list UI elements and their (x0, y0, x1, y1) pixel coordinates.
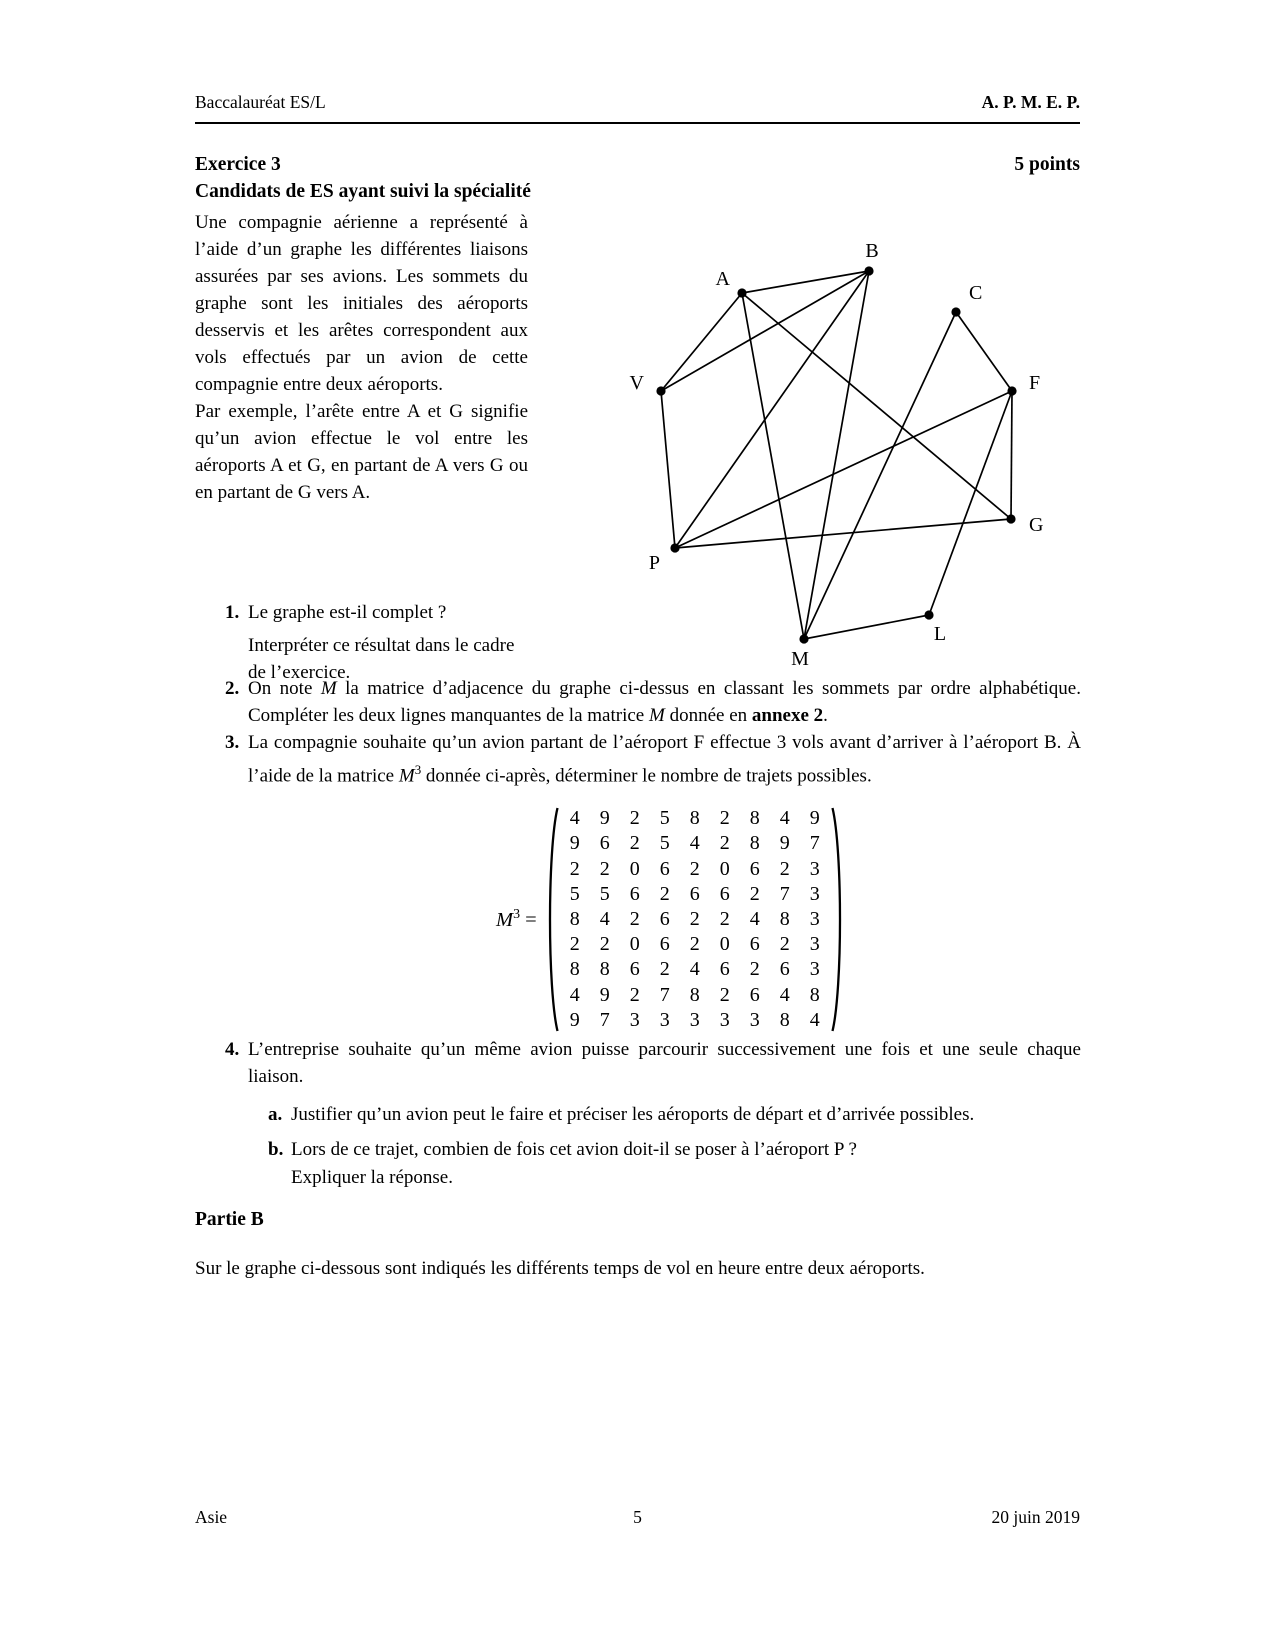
matrix-label: $M^3$ = (496, 907, 537, 931)
question-4a (268, 1101, 1081, 1128)
question-3-text: La compagnie souhaite qu’un avion partant de l’aéroport F effectue 3 vols avant d’arriver à l’aéroport B. À l’aide de la matrice $M^3$ donnée ci-après, déterminer le nombre de trajets possibles. (248, 732, 1081, 787)
graph-node-A (737, 288, 746, 297)
matrix-paren-left (544, 805, 560, 1034)
matrix-cell-r1c6: 2 (719, 807, 730, 830)
matrix-cell-r4c9: 3 (809, 882, 820, 905)
matrix-cell-r2c5: 4 (689, 832, 700, 855)
matrix-cell-r6c2: 2 (599, 933, 610, 956)
matrix-cell-r9c3: 3 (629, 1008, 640, 1031)
intro-column (195, 209, 528, 506)
exercise-title-line (195, 154, 1080, 176)
graph-edge-C-M (804, 312, 956, 639)
graph-node-F (1007, 386, 1016, 395)
graph-node-label-F: F (1029, 372, 1041, 394)
graph-node-label-M: M (791, 648, 809, 670)
matrix-cell-r9c6: 3 (719, 1008, 730, 1031)
matrix-cell-r3c6: 0 (719, 857, 730, 880)
matrix-cell-r9c7: 3 (749, 1008, 760, 1031)
matrix-cell-r5c6: 2 (719, 908, 730, 930)
question-1 (225, 599, 525, 686)
matrix-cell-r7c7: 2 (749, 958, 760, 981)
matrix-cell-r7c6: 6 (719, 958, 730, 981)
question-2-text: On note M la matrice d’adjacence du graphe ci-dessus en classant les sommets par ordre alphabétique. Compléter les deux lignes manquantes de la matrice M donnée en annexe 2. (248, 678, 1081, 726)
graph-node-B (864, 266, 873, 275)
question-4b-line2: Expliquer la réponse. (291, 1167, 453, 1188)
matrix-cell-r2c9: 7 (809, 832, 820, 855)
matrix-cell-r2c4: 5 (659, 832, 670, 855)
matrix-paren-right (830, 805, 846, 1034)
graph-node-label-B: B (865, 240, 879, 262)
matrix-cell-r8c8: 4 (779, 983, 790, 1006)
matrix-cell-r5c5: 2 (689, 908, 700, 930)
header-rule (195, 122, 1080, 124)
matrix-cell-r2c6: 2 (719, 832, 730, 855)
graph-edge-F-G (1011, 391, 1012, 519)
graph-edge-P-V (661, 391, 675, 548)
question-1-line1: Le graphe est-il complet ? (248, 602, 447, 623)
graph-node-label-V: V (629, 372, 644, 394)
matrix-cell-r4c6: 6 (719, 882, 730, 905)
matrix-cell-r2c3: 2 (629, 832, 640, 855)
exercise-subtitle: Candidats de ES ayant suivi la spécialité (195, 181, 531, 202)
matrix-cell-r1c3: 2 (629, 807, 640, 830)
matrix-cell-r1c2: 9 (599, 807, 610, 830)
matrix-grid (560, 806, 830, 1033)
matrix-cell-r4c5: 6 (689, 882, 700, 905)
graph-edge-A-M (742, 293, 804, 639)
matrix-cell-r8c5: 8 (689, 983, 700, 1006)
matrix-cell-r2c1: 9 (569, 832, 580, 855)
graph-edge-A-V (661, 293, 742, 391)
matrix-cell-r1c1: 4 (569, 807, 580, 830)
header-organization: A. P. M. E. P. (981, 92, 1080, 112)
matrix-cell-r4c7: 2 (749, 882, 760, 905)
matrix-cell-r7c9: 3 (809, 958, 820, 981)
matrix-cell-r4c4: 2 (659, 882, 670, 905)
graph-node-V (656, 386, 665, 395)
matrix-cell-r3c9: 3 (809, 857, 820, 880)
graph-edge-G-P (675, 519, 1011, 548)
question-4-text: L’entreprise souhaite qu’un même avion puisse parcourir successivement une fois et une seule chaque liaison. (248, 1039, 1081, 1087)
question-4 (225, 1036, 1081, 1090)
matrix-cell-r1c5: 8 (689, 807, 700, 830)
matrix-cell-r8c7: 6 (749, 983, 760, 1006)
page-footer (195, 1507, 1080, 1528)
matrix-cell-r5c9: 3 (809, 908, 820, 930)
matrix-cell-r5c4: 6 (659, 908, 670, 930)
matrix-cell-r6c4: 6 (659, 933, 670, 956)
matrix-cell-r6c8: 2 (779, 933, 790, 956)
matrix-cell-r2c8: 9 (779, 832, 790, 855)
graph-node-label-L: L (933, 623, 947, 645)
matrix-cell-r6c6: 0 (719, 933, 730, 956)
matrix-cell-r5c7: 4 (749, 908, 760, 930)
matrix-cell-r2c7: 8 (749, 832, 760, 855)
matrix-cell-r5c2: 4 (599, 908, 610, 930)
question-3 (225, 729, 1081, 789)
question-4-number: 4. (225, 1039, 240, 1060)
matrix-cell-r7c4: 2 (659, 958, 670, 981)
airports-graph-figure (560, 228, 1080, 674)
matrix-cell-r4c8: 7 (779, 882, 790, 905)
graph-edge-L-M (804, 615, 929, 639)
exercise-title: Exercice 3 (195, 154, 281, 175)
matrix-cell-r8c6: 2 (719, 983, 730, 1006)
matrix-cell-r5c1: 8 (569, 908, 580, 930)
graph-node-label-G: G (1029, 514, 1044, 536)
matrix-cell-r6c9: 3 (809, 933, 820, 956)
matrix-cell-r9c9: 4 (809, 1008, 820, 1031)
matrix-cell-r3c8: 2 (779, 857, 790, 880)
graph-node-C (951, 307, 960, 316)
intro-paragraph-1: Une compagnie aérienne a représenté à l’aide d’un graphe les différentes liaisons assurées par ses avions. Les sommets du graphe sont les initiales des aéroports desservis et les arêtes correspondent aux vols effectués par un avion de cette compagnie entre deux aéroports. (195, 212, 528, 395)
graph-node-label-C: C (969, 282, 983, 304)
matrix-cell-r9c5: 3 (689, 1008, 700, 1031)
matrix-cell-r8c3: 2 (629, 983, 640, 1006)
matrix-cell-r3c7: 6 (749, 857, 760, 880)
footer-date: 20 juin 2019 (991, 1507, 1080, 1527)
matrix-cell-r7c8: 6 (779, 958, 790, 981)
question-3-number: 3. (225, 732, 240, 753)
matrix-cell-r5c3: 2 (629, 908, 640, 930)
question-4a-text: Justifier qu’un avion peut le faire et préciser les aéroports de départ et d’arrivée possibles. (291, 1104, 975, 1125)
question-4a-letter: a. (268, 1104, 283, 1125)
graph-node-label-P: P (648, 552, 660, 574)
footer-page-number: 5 (633, 1507, 642, 1527)
matrix-cell-r8c2: 9 (599, 983, 610, 1006)
intro-paragraph-2: Par exemple, l’arête entre A et G signifie qu’un avion effectue le vol entre les aéroports A et G, en partant de A vers G ou en partant de G vers A. (195, 401, 528, 503)
graph-node-P (670, 543, 679, 552)
matrix-cell-r6c3: 0 (629, 933, 640, 956)
matrix-cell-r4c1: 5 (569, 882, 580, 905)
matrix-cell-r1c8: 4 (779, 807, 790, 830)
airports-graph-svg (560, 228, 1080, 674)
matrix-cell-r4c3: 6 (629, 882, 640, 905)
matrix-m3-block (496, 805, 846, 1034)
header-document-title: Baccalauréat ES/L (195, 92, 326, 112)
matrix-cell-r9c2: 7 (599, 1008, 610, 1031)
matrix-cell-r3c3: 0 (629, 857, 640, 880)
matrix-cell-r8c9: 8 (809, 983, 820, 1006)
matrix-cell-r7c3: 6 (629, 958, 640, 981)
partie-b-heading: Partie B (195, 1209, 264, 1230)
matrix-cell-r1c9: 9 (809, 807, 820, 830)
matrix-cell-r6c1: 2 (569, 933, 580, 956)
matrix-cell-r7c2: 8 (599, 958, 610, 981)
matrix-cell-r4c2: 5 (599, 882, 610, 905)
matrix-cell-r2c2: 6 (599, 832, 610, 855)
matrix-cell-r8c1: 4 (569, 983, 580, 1006)
graph-edge-B-M (804, 271, 869, 639)
matrix-cell-r3c4: 6 (659, 857, 670, 880)
matrix-cell-r3c1: 2 (569, 857, 580, 880)
graph-node-label-A: A (715, 268, 730, 290)
question-2-number: 2. (225, 678, 240, 699)
graph-edge-A-G (742, 293, 1011, 519)
footer-location: Asie (195, 1507, 228, 1527)
matrix-cell-r5c8: 8 (779, 908, 790, 930)
matrix-cell-r9c1: 9 (569, 1008, 580, 1031)
exercise-points: 5 points (1014, 154, 1080, 175)
question-4b (268, 1136, 1081, 1191)
graph-edge-B-P (675, 271, 869, 548)
matrix-cell-r3c2: 2 (599, 857, 610, 880)
matrix-cell-r9c4: 3 (659, 1008, 670, 1031)
matrix-cell-r1c7: 8 (749, 807, 760, 830)
matrix-cell-r8c4: 7 (659, 983, 670, 1006)
question-1-number: 1. (225, 602, 240, 623)
matrix-cell-r9c8: 8 (779, 1008, 790, 1031)
graph-node-G (1006, 514, 1015, 523)
partie-b-text: Sur le graphe ci-dessous sont indiqués les différents temps de vol en heure entre deux aéroports. (195, 1258, 925, 1279)
question-4b-letter: b. (268, 1139, 284, 1160)
graph-node-L (924, 610, 933, 619)
question-4b-line1: Lors de ce trajet, combien de fois cet avion doit-il se poser à l’aéroport P ? (291, 1139, 857, 1160)
question-2 (225, 675, 1081, 729)
matrix-cell-r7c1: 8 (569, 958, 580, 981)
matrix-cell-r6c5: 2 (689, 933, 700, 956)
graph-node-M (799, 634, 808, 643)
matrix-cell-r1c4: 5 (659, 807, 670, 830)
matrix-cell-r3c5: 2 (689, 857, 700, 880)
graph-edge-C-F (956, 312, 1012, 391)
matrix-cell-r6c7: 6 (749, 933, 760, 956)
question-1-line2: Interpréter ce résultat dans le cadre de l’exercice. (248, 635, 515, 683)
matrix-cell-r7c5: 4 (689, 958, 700, 981)
